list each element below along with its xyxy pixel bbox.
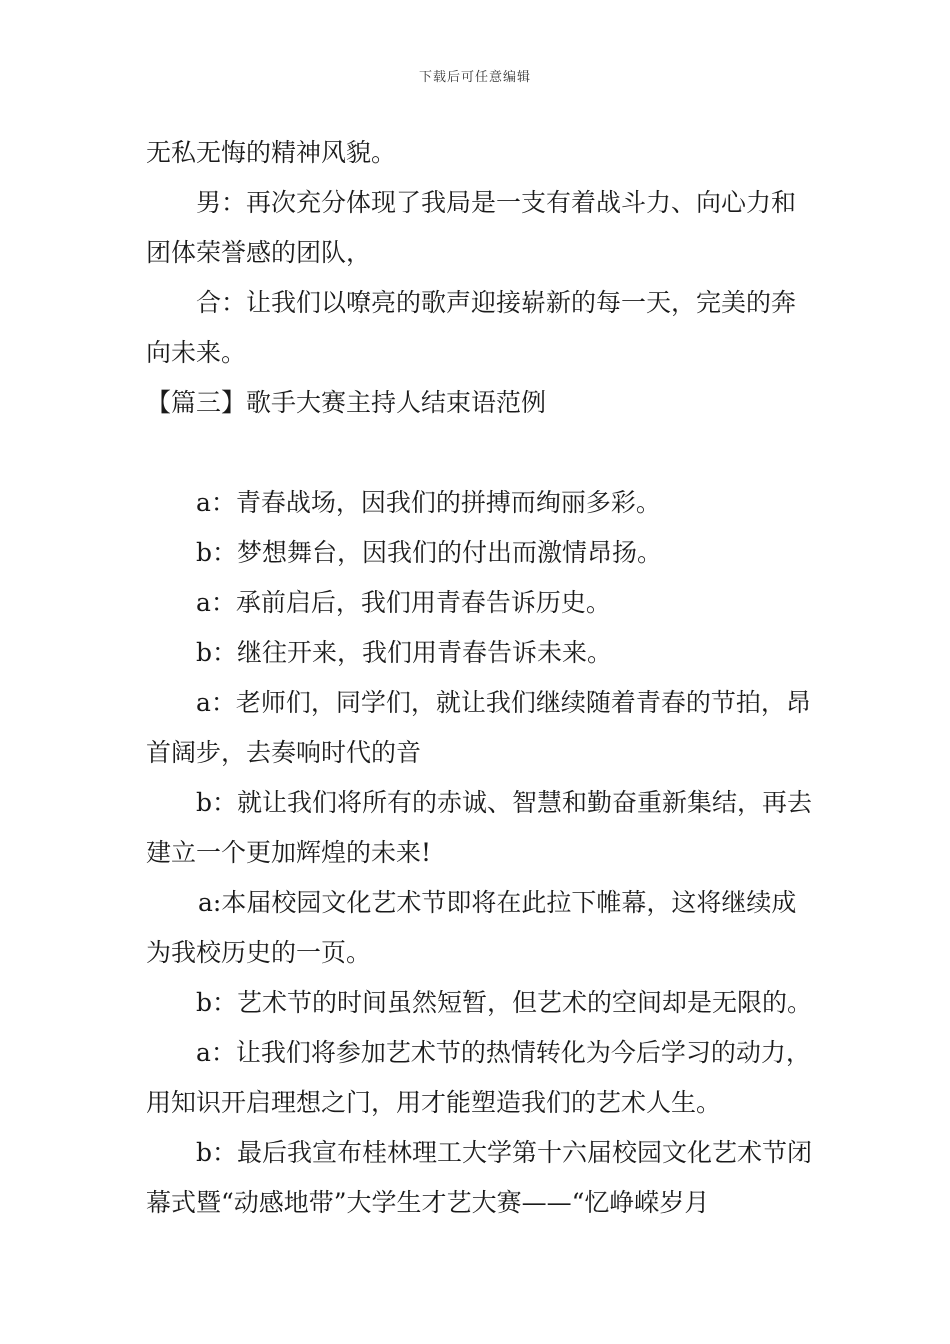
paragraph: a：青春战场，因我们的拼搏而绚丽多彩。 <box>196 488 661 517</box>
paragraph: 无私无悔的精神风貌。 <box>146 138 397 167</box>
paragraph: b：艺术节的时间虽然短暂，但艺术的空间却是无限的。 <box>196 988 813 1017</box>
document-body <box>146 128 812 1228</box>
paragraph: b：梦想舞台，因我们的付出而激情昂扬。 <box>196 538 663 567</box>
paragraph: b：最后我宣布桂林理工大学第十六届校园文化艺术节闭幕式暨“动感地带”大学生才艺大赛——“忆峥嵘岁月 <box>146 1138 813 1217</box>
page-header-note: 下载后可任意编辑 <box>418 70 531 85</box>
paragraph: a：让我们将参加艺术节的热情转化为今后学习的动力，用知识开启理想之门，用才能塑造我们的艺术人生。 <box>146 1038 811 1117</box>
paragraph: a:本届校园文化艺术节即将在此拉下帷幕，这将继续成为我校历史的一页。 <box>146 888 797 967</box>
paragraph: b：就让我们将所有的赤诚、智慧和勤奋重新集结，再去建立一个更加辉煌的未来! <box>146 788 813 867</box>
paragraph: b：继往开来，我们用青春告诉未来。 <box>196 638 613 667</box>
blank-line <box>146 428 812 478</box>
section-heading: 【篇三】歌手大赛主持人结束语范例 <box>146 388 547 417</box>
paragraph: a：承前启后，我们用青春告诉历史。 <box>196 588 611 617</box>
paragraph: 合：让我们以嘹亮的歌声迎接崭新的每一天，完美的奔向未来。 <box>146 288 797 367</box>
paragraph: a：老师们，同学们，就让我们继续随着青春的节拍，昂首阔步，去奏响时代的音 <box>146 688 811 767</box>
paragraph: 男：再次充分体现了我局是一支有着战斗力、向心力和团体荣誉感的团队， <box>146 188 797 267</box>
